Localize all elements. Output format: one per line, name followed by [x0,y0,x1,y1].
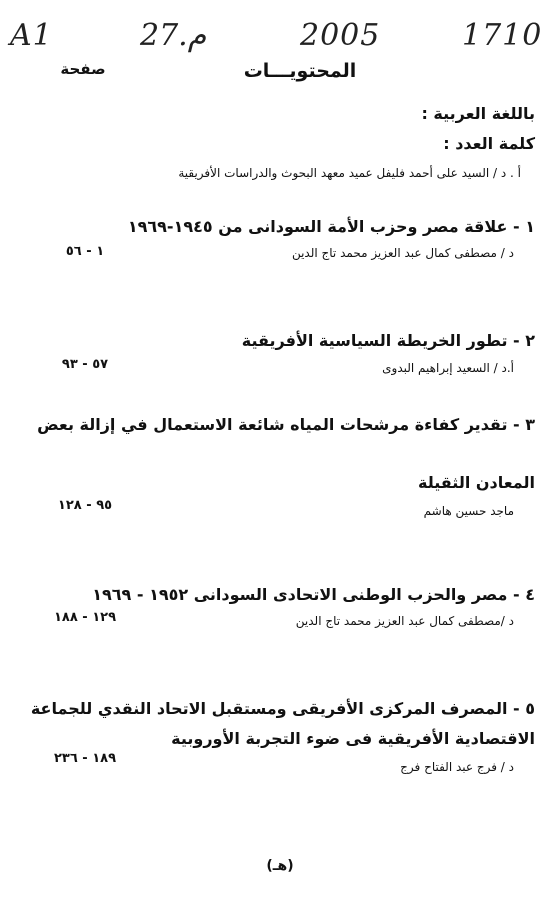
article-author: ماجد حسين هاشم [423,504,514,518]
article-author: أ.د / السعيد إبراهيم البدوى [382,361,514,375]
handwritten-year: 2005 [300,18,381,53]
handwritten-issue: 27.م [140,18,207,53]
article-page-range: ١٨٩ - ٢٣٦ [53,751,117,766]
page-title: المحتويـــات [243,60,357,82]
article-title: ٣ - تقدير كفاءة مرشحات المياه شائعة الاستعمال في إزالة بعض [37,415,535,434]
article-title: ٥ - المصرف المركزى الأفريقى ومستقبل الاتحاد النقدي للجماعة [30,699,535,718]
article-page-range: ١ - ٥٦ [65,244,105,259]
article-page-range: ١٢٩ - ١٨٨ [53,610,117,625]
section-language-heading: باللغة العربية : [421,104,535,123]
article-author: د / فرج عبد الفتاح فرج [400,760,514,774]
handwritten-code: A1 [10,18,53,53]
article-page-range: ٩٥ - ١٢٨ [57,498,113,513]
article-title: ٤ - مصر والحزب الوطنى الاتحادى السودانى ١٩٥٢ - ١٩٦٩ [92,585,535,604]
article-title: ١ - علاقة مصر وحزب الأمة السودانى من ١٩٤٥-١٩٦٩ [127,217,535,236]
article-title: ٢ - تطور الخريطة السياسية الأفريقية [241,331,535,350]
handwritten-number: 1710 [462,18,543,53]
page-column-heading: صفحة [60,60,106,78]
article-title-continued: الاقتصادية الأفريقية فى ضوء التجربة الأوروبية [171,729,535,748]
article-author: د / مصطفى كمال عبد العزيز محمد تاج الدين [291,246,514,260]
section-editorial-heading: كلمة العدد : [443,134,535,153]
article-author: د /مصطفى كمال عبد العزيز محمد تاج الدين [295,614,514,628]
page-marker: (هـ) [266,858,294,874]
article-title-continued: المعادن الثقيلة [418,473,535,492]
editorial-author: أ . د / السيد على أحمد فليفل عميد معهد البحوث والدراسات الأفريقية [178,166,521,180]
article-page-range: ٥٧ - ٩٣ [61,357,109,372]
